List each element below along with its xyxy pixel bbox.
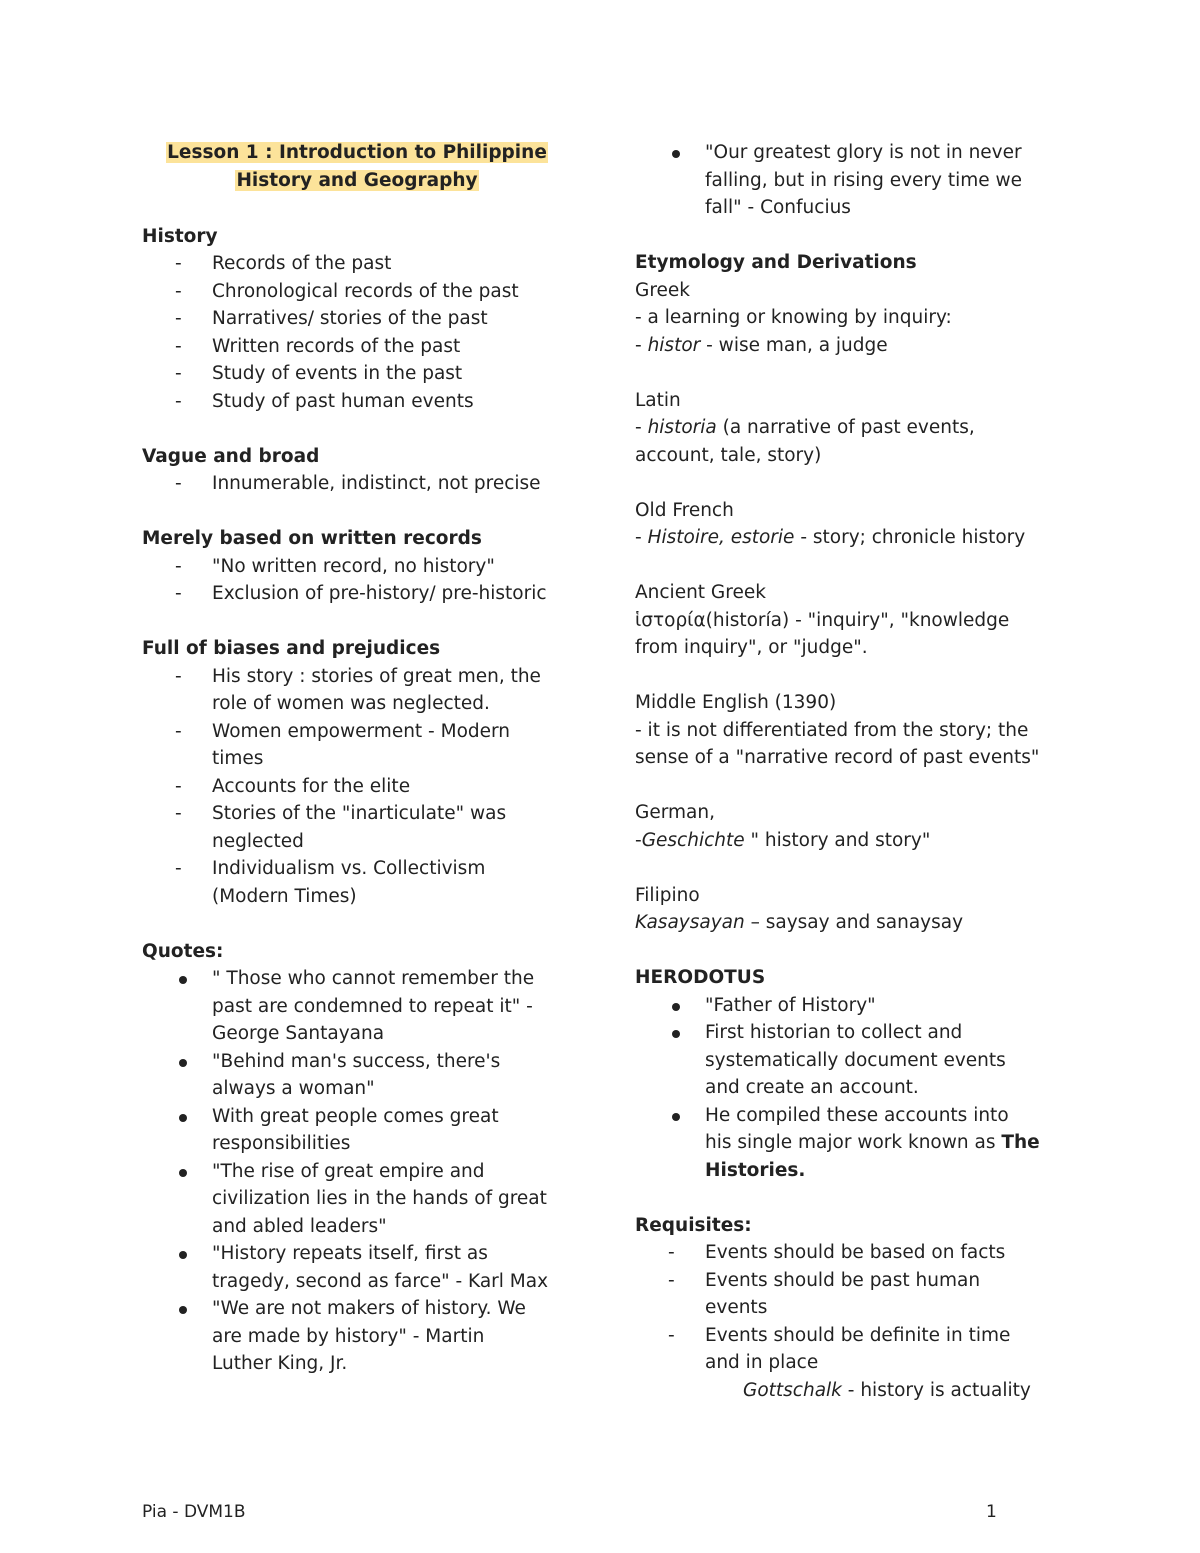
french-term-line: - Histoire, estorie - story; chronicle history bbox=[635, 527, 1026, 548]
ancient-greek-line-2: from inquiry", or "judge". bbox=[635, 637, 868, 658]
written-list bbox=[142, 553, 582, 608]
greek-line: - a learning or knowing by inquiry: bbox=[635, 307, 952, 328]
bullet-icon bbox=[179, 1059, 187, 1067]
list-item: - Individualism vs. Collectivism (Modern Times) bbox=[142, 855, 582, 910]
list-item: He compiled these accounts into his single major work known as The Histories. bbox=[635, 1102, 1075, 1185]
list-item: "The rise of great empire and civilization lies in the hands of great and abled leaders" bbox=[142, 1158, 582, 1241]
list-item: " Those who cannot remember the past are condemned to repeat it" - George Santayana bbox=[142, 965, 582, 1048]
greek-term-line: - histor - wise man, a judge bbox=[635, 334, 888, 356]
list-item: "We are not makers of history. We are made by history" - Martin Luther King, Jr. bbox=[142, 1295, 582, 1378]
bullet-icon bbox=[672, 1003, 680, 1011]
dash-marker: - bbox=[175, 720, 182, 742]
dash-marker: - bbox=[175, 473, 182, 494]
biases-heading: Full of biases and prejudices bbox=[142, 638, 441, 659]
dash-marker: - bbox=[175, 308, 182, 329]
bullet-icon bbox=[672, 1030, 680, 1038]
requisites-heading: Requisites: bbox=[635, 1214, 752, 1236]
list-item: - Chronological records of the past bbox=[142, 278, 582, 306]
list-item: "Behind man's success, there's always a woman" bbox=[142, 1048, 582, 1103]
dash-marker: - bbox=[668, 1242, 675, 1263]
latin-term-line: - historia (a narrative of past events, bbox=[635, 417, 975, 438]
list-item: - Women empowerment - Modern times bbox=[142, 718, 582, 773]
dash-marker: - bbox=[175, 363, 182, 384]
dash-marker: - bbox=[175, 583, 182, 604]
bullet-icon bbox=[672, 150, 680, 158]
latin-label: Latin bbox=[635, 389, 681, 411]
list-item: - Events should be past human events bbox=[635, 1267, 1075, 1322]
list-item: - Events should be based on facts bbox=[635, 1239, 1075, 1267]
list-item: - Written records of the past bbox=[142, 333, 582, 361]
requisites-list bbox=[635, 1239, 1075, 1377]
greek-label: Greek bbox=[635, 279, 691, 301]
dash-marker: - bbox=[668, 1324, 675, 1346]
list-item: - Exclusion of pre-history/ pre-historic bbox=[142, 580, 582, 608]
list-item: - Records of the past bbox=[142, 250, 582, 278]
left-column bbox=[142, 139, 582, 1378]
etymology-heading: Etymology and Derivations bbox=[635, 252, 917, 273]
list-item: - His story : stories of great men, the role of women was neglected. bbox=[142, 663, 582, 718]
dash-marker: - bbox=[175, 253, 182, 274]
confucius-quote bbox=[635, 139, 1075, 222]
middle-english-label: Middle English (1390) bbox=[635, 692, 837, 713]
latin-line: account, tale, story) bbox=[635, 444, 822, 466]
list-item: "Our greatest glory is not in never falling, but in rising every time we fall" - Confucius bbox=[635, 139, 1075, 222]
dash-marker: - bbox=[175, 280, 182, 302]
dash-marker: - bbox=[175, 858, 182, 879]
page-number: 1 bbox=[986, 1502, 997, 1522]
title-line-2: History and Geography bbox=[236, 170, 478, 191]
ancient-greek-line-1: ἱστορία(historía) - "inquiry", "knowledge bbox=[635, 609, 1010, 631]
history-list bbox=[142, 250, 582, 415]
list-item: "History repeats itself, first as tragedy, second as farce" - Karl Max bbox=[142, 1240, 582, 1295]
dash-marker: - bbox=[175, 803, 182, 824]
dash-marker: - bbox=[175, 665, 182, 687]
ancient-greek-label: Ancient Greek bbox=[635, 582, 766, 603]
biases-list bbox=[142, 663, 582, 911]
history-heading: History bbox=[142, 225, 218, 247]
list-item: - Accounts for the elite bbox=[142, 773, 582, 801]
bullet-icon bbox=[179, 1169, 187, 1177]
german-label: German, bbox=[635, 802, 715, 823]
dash-marker: - bbox=[668, 1269, 675, 1291]
german-term-line: -Geschichte " history and story" bbox=[635, 829, 931, 851]
list-item: "Father of History" bbox=[635, 992, 1075, 1020]
bullet-icon bbox=[179, 1114, 187, 1122]
bullet-icon bbox=[179, 1306, 187, 1314]
filipino-term-line: Kasaysayan – saysay and sanaysay bbox=[635, 912, 964, 933]
quotes-heading: Quotes: bbox=[142, 940, 224, 962]
herodotus-list bbox=[635, 992, 1075, 1185]
list-item: - Narratives/ stories of the past bbox=[142, 305, 582, 333]
vague-heading: Vague and broad bbox=[142, 445, 320, 467]
middle-english-line-2: sense of a "narrative record of past events" bbox=[635, 747, 1040, 768]
middle-english-line-1: - it is not differentiated from the story; the bbox=[635, 719, 1029, 741]
bullet-icon bbox=[179, 976, 187, 984]
list-item: - Events should be definite in time and in place bbox=[635, 1322, 1075, 1377]
list-item: - Study of events in the past bbox=[142, 360, 582, 388]
list-item: - "No written record, no history" bbox=[142, 553, 582, 581]
herodotus-heading: HERODOTUS bbox=[635, 967, 766, 988]
filipino-label: Filipino bbox=[635, 884, 700, 906]
list-item: With great people comes great responsibilities bbox=[142, 1103, 582, 1158]
written-heading: Merely based on written records bbox=[142, 528, 482, 549]
title-line-1: Lesson 1 : Introduction to Philippine bbox=[167, 142, 547, 163]
gottschalk-note: Gottschalk - history is actuality bbox=[743, 1379, 1031, 1401]
dash-marker: - bbox=[175, 555, 182, 577]
right-column bbox=[635, 139, 1075, 1404]
list-item: - Study of past human events bbox=[142, 388, 582, 416]
dash-marker: - bbox=[175, 390, 182, 412]
french-label: Old French bbox=[635, 499, 734, 521]
list-item: - Stories of the "inarticulate" was neglected bbox=[142, 800, 582, 855]
list-item: First historian to collect and systematically document events and create an account. bbox=[635, 1019, 1075, 1102]
dash-marker: - bbox=[175, 775, 182, 797]
dash-marker: - bbox=[175, 335, 182, 357]
quotes-list bbox=[142, 965, 582, 1378]
bullet-icon bbox=[179, 1251, 187, 1259]
list-item: - Innumerable, indistinct, not precise bbox=[142, 470, 582, 498]
footer-author: Pia - DVM1B bbox=[142, 1502, 246, 1522]
bullet-icon bbox=[672, 1113, 680, 1121]
page-title bbox=[142, 139, 572, 195]
vague-list bbox=[142, 470, 582, 498]
